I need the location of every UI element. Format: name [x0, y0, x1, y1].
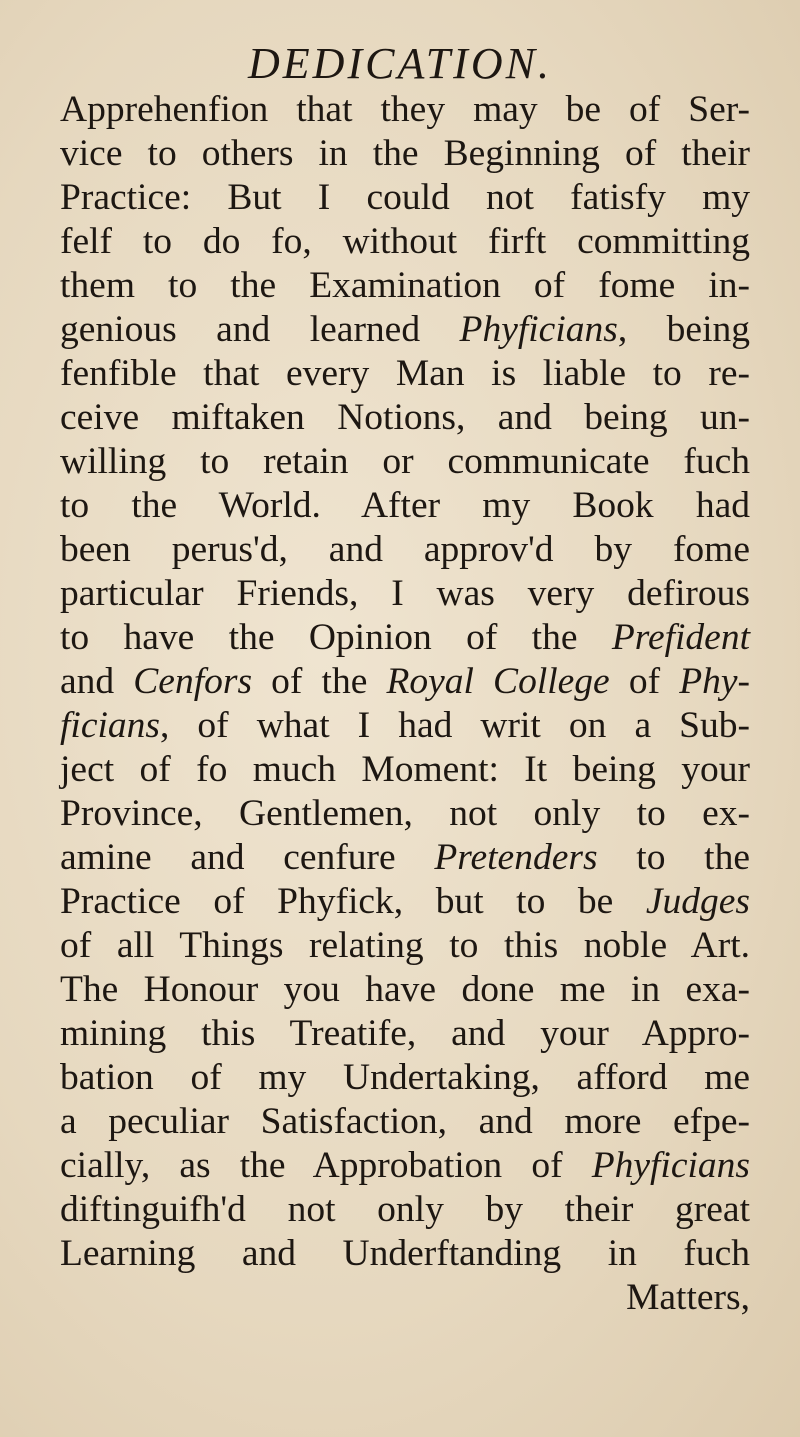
text-line: Learning and Underftanding in fuch — [60, 1233, 750, 1274]
italic-term: Phyficians — [591, 1145, 750, 1186]
text-line: mining this Treatife, and your Appro- — [60, 1013, 750, 1054]
text-line: ficians, of what I had writ on a Sub- — [60, 705, 750, 746]
text-line: ceive miftaken Notions, and being un- — [60, 397, 750, 438]
text-line: ject of fo much Moment: It being your — [60, 749, 750, 790]
text-line: and Cenfors of the Royal College of Phy- — [60, 661, 750, 702]
text-line: a peculiar Satisfaction, and more efpe- — [60, 1101, 750, 1142]
text-line: The Honour you have done me in exa- — [60, 969, 750, 1010]
text-line: genious and learned Phyficians, being — [60, 309, 750, 350]
text-line: fenfible that every Man is liable to re- — [60, 353, 750, 394]
running-head: DEDICATION. — [248, 39, 552, 88]
text-line: them to the Examination of fome in- — [60, 265, 750, 306]
italic-term: Cenfors — [133, 661, 253, 702]
italic-term: Phyficians — [459, 309, 618, 350]
text-line: bation of my Undertaking, afford me — [60, 1057, 750, 1098]
text-line: to the World. After my Book had — [60, 485, 750, 526]
italic-term: ficians — [60, 705, 160, 746]
text-line: Practice: But I could not fatisfy my — [60, 177, 750, 218]
italic-term: Pretenders — [434, 837, 598, 878]
text-line: Matters, — [626, 1277, 750, 1318]
text-line: Practice of Phyfick, but to be Judges — [60, 881, 750, 922]
text-line: diftinguifh'd not only by their great — [60, 1189, 750, 1230]
text-line: vice to others in the Beginning of their — [60, 133, 750, 174]
text-line: particular Friends, I was very defirous — [60, 573, 750, 614]
text-line: of all Things relating to this noble Art. — [60, 925, 750, 966]
italic-term: Prefident — [611, 617, 750, 658]
italic-term: Royal College — [386, 661, 610, 702]
text-line: willing to retain or communicate fuch — [60, 441, 750, 482]
text-line: cially, as the Approbation of Phyficians — [60, 1145, 750, 1186]
italic-term: Phy- — [679, 661, 750, 702]
body-text — [60, 88, 750, 1320]
text-line: Province, Gentlemen, not only to ex- — [60, 793, 750, 834]
text-line: been perus'd, and approv'd by fome — [60, 529, 750, 570]
text-line: felf to do fo, without firft committing — [60, 221, 750, 262]
text-line: Apprehenfion that they may be of Ser- — [60, 89, 750, 130]
italic-term: Judges — [645, 881, 750, 922]
text-line: amine and cenfure Pretenders to the — [60, 837, 750, 878]
text-line: to have the Opinion of the Prefident — [60, 617, 750, 658]
